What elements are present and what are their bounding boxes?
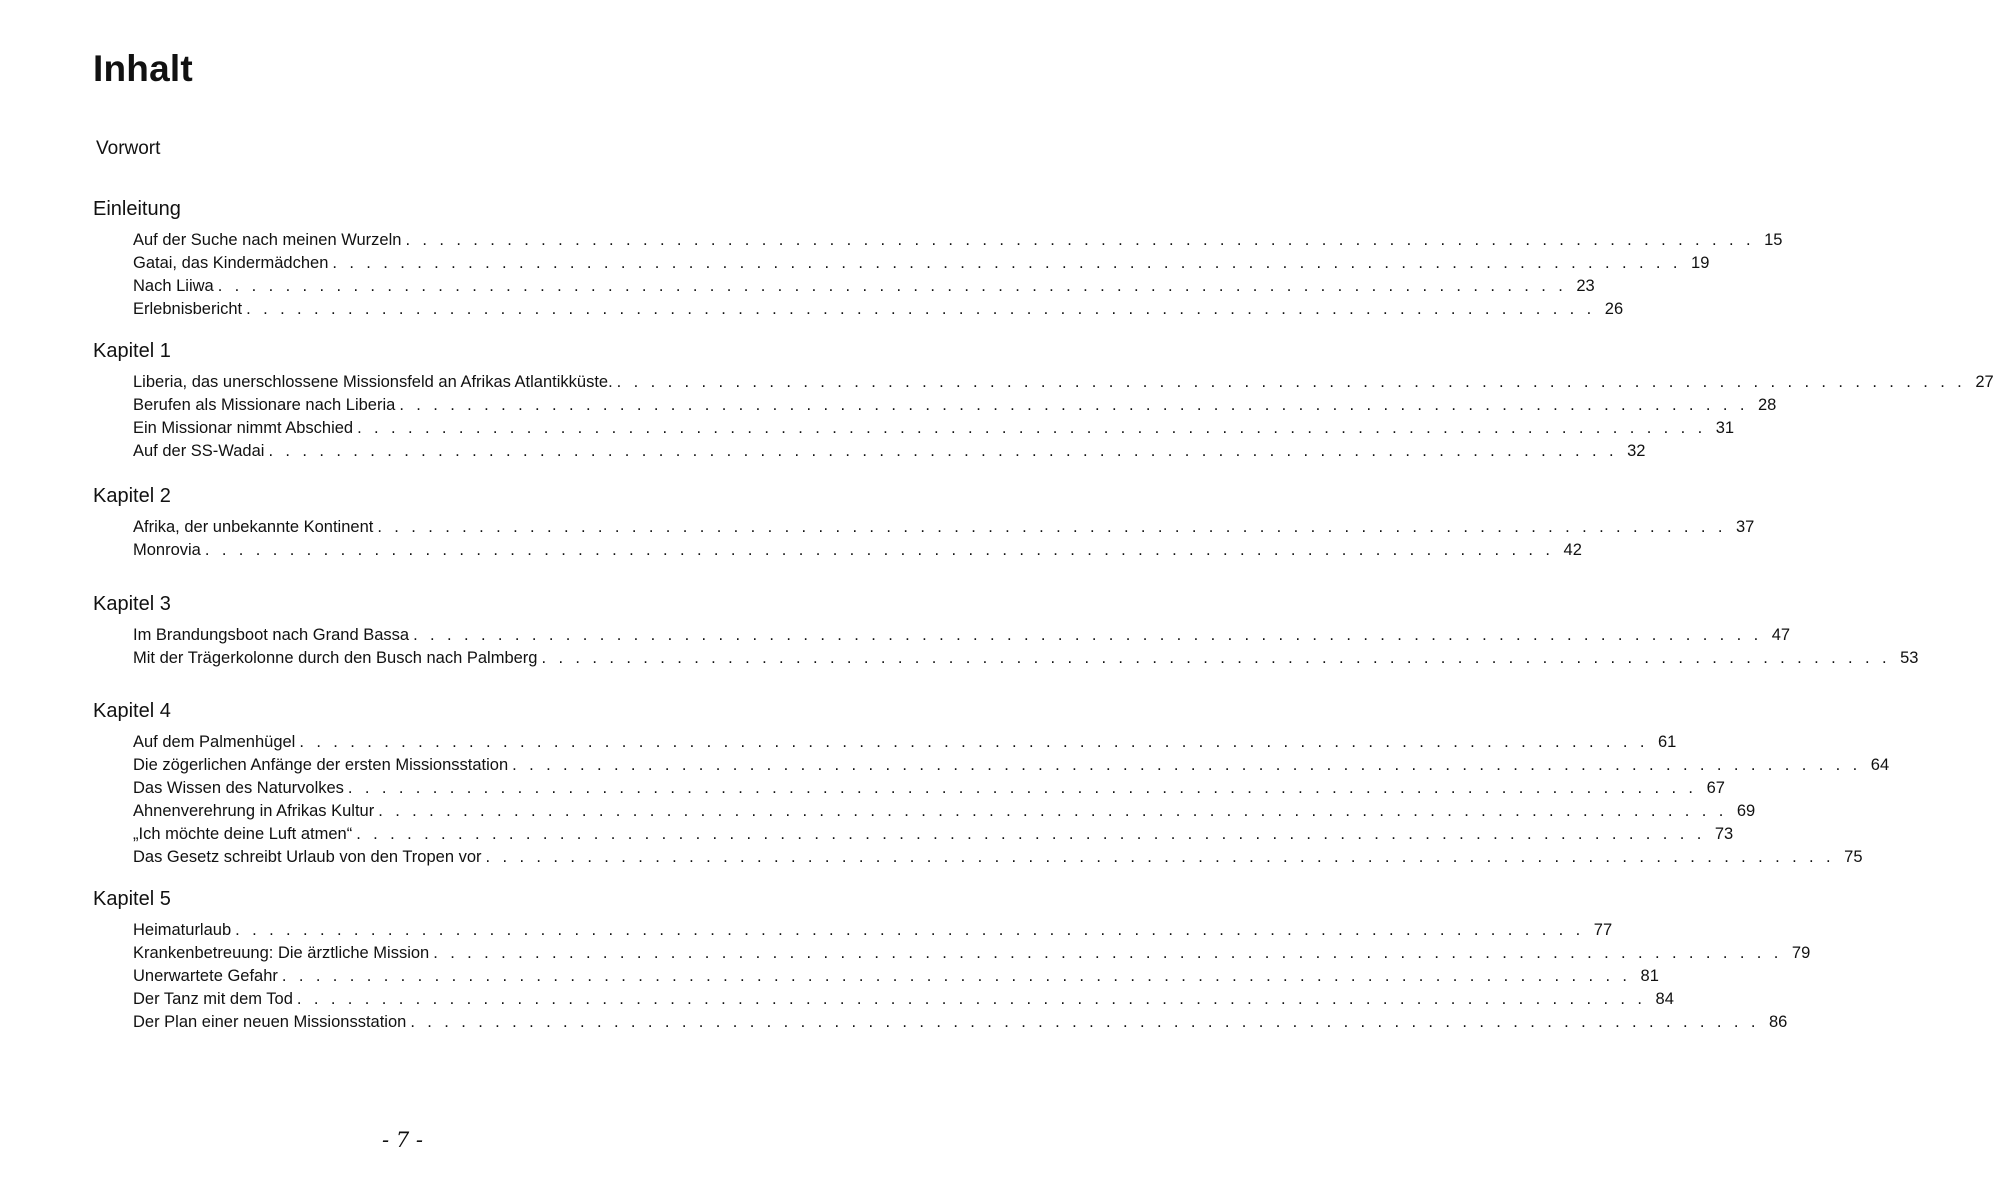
entry-page-number: 73 — [1714, 825, 1734, 843]
dot-leader: . . . . . . . . . . . . . . . . . . . . . . . . . . . . . . . . . . . . . . . . . . . . . . . . . . . . . . . . . . . . . . . . . . . . . . . . . . . . . . . . — [357, 419, 1707, 437]
entry-page-number: 26 — [1604, 300, 1624, 318]
entry-page-number: 47 — [1771, 626, 1791, 644]
foreword-entry[interactable]: Vorwort — [96, 138, 161, 159]
dot-leader: . . . . . . . . . . . . . . . . . . . . . . . . . . . . . . . . . . . . . . . . . . . . . . . . . . . . . . . . . . . . . . . . . . . . . . . . . . . . . . . . — [378, 802, 1728, 820]
page-title: Inhalt — [93, 48, 193, 89]
entry-title: Auf der Suche nach meinen Wurzeln — [133, 231, 402, 249]
toc-section — [93, 697, 1890, 869]
entry-page-number: 75 — [1844, 848, 1863, 866]
entry-title: Liberia, das unerschlossene Missionsfeld an Afrikas Atlantikküste. — [133, 373, 613, 391]
entry-title: Gatai, das Kindermädchen — [133, 254, 329, 272]
entry-title: Krankenbetreuung: Die ärztliche Mission — [133, 944, 430, 962]
dot-leader: . . . . . . . . . . . . . . . . . . . . . . . . . . . . . . . . . . . . . . . . . . . . . . . . . . . . . . . . . . . . . . . . . . . . . . . . . . . . . . . . — [204, 541, 1554, 559]
entry-page-number: 79 — [1791, 944, 1811, 962]
toc-entry[interactable] — [133, 417, 1735, 440]
toc-entry[interactable] — [133, 919, 1613, 942]
toc-entry[interactable] — [133, 754, 1890, 777]
entry-page-number: 84 — [1655, 990, 1674, 1008]
entry-page-number: 37 — [1735, 518, 1755, 536]
section-title[interactable]: Kapitel 4 — [93, 700, 171, 722]
dot-leader: . . . . . . . . . . . . . . . . . . . . . . . . . . . . . . . . . . . . . . . . . . . . . . . . . . . . . . . . . . . . . . . . . . . . . . . . . . . . . . . . — [485, 848, 1835, 866]
toc-entry[interactable] — [133, 800, 1756, 823]
dot-leader: . . . . . . . . . . . . . . . . . . . . . . . . . . . . . . . . . . . . . . . . . . . . . . . . . . . . . . . . . . . . . . . . . . . . . . . . . . . . . . . . — [281, 967, 1631, 985]
entry-title: Mit der Trägerkolonne durch den Busch nach Palmberg — [133, 649, 538, 667]
toc-section — [93, 195, 1783, 321]
toc-section — [93, 337, 1994, 463]
dot-leader: . . . . . . . . . . . . . . . . . . . . . . . . . . . . . . . . . . . . . . . . . . . . . . . . . . . . . . . . . . . . . . . . . . . . . . . . . . . . . . . . — [377, 518, 1727, 536]
toc-entry[interactable] — [133, 539, 1582, 562]
page-number: - 7 - — [382, 1128, 423, 1152]
entry-title: Ahnenverehrung in Afrikas Kultur — [133, 802, 375, 820]
entry-title: „Ich möchte deine Luft atmen“ — [133, 825, 353, 843]
entry-title: Auf dem Palmenhügel — [133, 733, 296, 751]
dot-leader: . . . . . . . . . . . . . . . . . . . . . . . . . . . . . . . . . . . . . . . . . . . . . . . . . . . . . . . . . . . . . . . . . . . . . . . . . . . . . . . . — [512, 756, 1862, 774]
entry-title: Der Tanz mit dem Tod — [133, 990, 293, 1008]
entry-page-number: 53 — [1900, 649, 1919, 667]
entry-title: Berufen als Missionare nach Liberia — [133, 396, 396, 414]
dot-leader: . . . . . . . . . . . . . . . . . . . . . . . . . . . . . . . . . . . . . . . . . . . . . . . . . . . . . . . . . . . . . . . . . . . . . . . . . . . . . . . . — [399, 396, 1749, 414]
toc-entry[interactable] — [133, 440, 1646, 463]
dot-leader: . . . . . . . . . . . . . . . . . . . . . . . . . . . . . . . . . . . . . . . . . . . . . . . . . . . . . . . . . . . . . . . . . . . . . . . . . . . . . . . . — [235, 921, 1585, 939]
section-title[interactable]: Einleitung — [93, 198, 181, 220]
entry-title: Monrovia — [133, 541, 201, 559]
dot-leader: . . . . . . . . . . . . . . . . . . . . . . . . . . . . . . . . . . . . . . . . . . . . . . . . . . . . . . . . . . . . . . . . . . . . . . . . . . . . . . . . — [332, 254, 1682, 272]
entry-title: Der Plan einer neuen Missionsstation — [133, 1013, 407, 1031]
section-title[interactable]: Kapitel 5 — [93, 888, 171, 910]
entry-page-number: 64 — [1870, 756, 1890, 774]
toc-entry[interactable] — [133, 298, 1624, 321]
entry-title: Unerwartete Gefahr — [133, 967, 278, 985]
dot-leader: . . . . . . . . . . . . . . . . . . . . . . . . . . . . . . . . . . . . . . . . . . . . . . . . . . . . . . . . . . . . . . . . . . . . . . . . . . . . . . . . — [405, 231, 1755, 249]
entry-title: Das Wissen des Naturvolkes — [133, 779, 344, 797]
dot-leader: . . . . . . . . . . . . . . . . . . . . . . . . . . . . . . . . . . . . . . . . . . . . . . . . . . . . . . . . . . . . . . . . . . . . . . . . . . . . . . . . — [433, 944, 1783, 962]
toc-section — [93, 482, 1755, 562]
entry-page-number: 32 — [1627, 442, 1646, 460]
dot-leader: . . . . . . . . . . . . . . . . . . . . . . . . . . . . . . . . . . . . . . . . . . . . . . . . . . . . . . . . . . . . . . . . . . . . . . . . . . . . . . . . — [413, 626, 1763, 644]
section-title[interactable]: Kapitel 3 — [93, 593, 171, 615]
entry-page-number: 69 — [1736, 802, 1756, 820]
entry-page-number: 28 — [1757, 396, 1777, 414]
dot-leader: . . . . . . . . . . . . . . . . . . . . . . . . . . . . . . . . . . . . . . . . . . . . . . . . . . . . . . . . . . . . . . . . . . . . . . . . . . . . . . . . — [246, 300, 1596, 318]
entry-page-number: 23 — [1576, 277, 1595, 295]
entry-title: Die zögerlichen Anfänge der ersten Missionsstation — [133, 756, 509, 774]
dot-leader: . . . . . . . . . . . . . . . . . . . . . . . . . . . . . . . . . . . . . . . . . . . . . . . . . . . . . . . . . . . . . . . . . . . . . . . . . . . . . . . . — [296, 990, 1646, 1008]
toc-section — [93, 590, 1919, 670]
entry-page-number: 81 — [1640, 967, 1659, 985]
toc-entry[interactable] — [133, 252, 1710, 275]
entry-page-number: 42 — [1563, 541, 1582, 559]
entry-title: Nach Liiwa — [133, 277, 214, 295]
dot-leader: . . . . . . . . . . . . . . . . . . . . . . . . . . . . . . . . . . . . . . . . . . . . . . . . . . . . . . . . . . . . . . . . . . . . . . . . . . . . . . . . — [347, 779, 1697, 797]
toc-entry[interactable] — [133, 275, 1595, 298]
entry-page-number: 19 — [1691, 254, 1710, 272]
toc-entry[interactable] — [133, 516, 1755, 539]
entry-page-number: 86 — [1768, 1013, 1788, 1031]
toc-entry[interactable] — [133, 942, 1811, 965]
dot-leader: . . . . . . . . . . . . . . . . . . . . . . . . . . . . . . . . . . . . . . . . . . . . . . . . . . . . . . . . . . . . . . . . . . . . . . . . . . . . . . . . — [410, 1013, 1760, 1031]
entry-title: Afrika, der unbekannte Kontinent — [133, 518, 374, 536]
entry-title: Auf der SS-Wadai — [133, 442, 265, 460]
dot-leader: . . . . . . . . . . . . . . . . . . . . . . . . . . . . . . . . . . . . . . . . . . . . . . . . . . . . . . . . . . . . . . . . . . . . . . . . . . . . . . . . — [541, 649, 1891, 667]
section-title[interactable]: Kapitel 1 — [93, 340, 171, 362]
entry-title: Ein Missionar nimmt Abschied — [133, 419, 354, 437]
toc-entry[interactable] — [133, 965, 1659, 988]
dot-leader: . . . . . . . . . . . . . . . . . . . . . . . . . . . . . . . . . . . . . . . . . . . . . . . . . . . . . . . . . . . . . . . . . . . . . . . . . . . . . . . . — [356, 825, 1706, 843]
entry-title: Heimaturlaub — [133, 921, 232, 939]
entry-page-number: 31 — [1715, 419, 1735, 437]
entry-page-number: 27 — [1975, 373, 1994, 391]
toc-entry[interactable] — [133, 823, 1734, 846]
entry-page-number: 15 — [1764, 231, 1783, 249]
toc-section — [93, 885, 1811, 1034]
entry-title: Erlebnisbericht — [133, 300, 243, 318]
toc-entry[interactable] — [133, 229, 1783, 252]
entry-page-number: 77 — [1593, 921, 1613, 939]
entry-title: Im Brandungsboot nach Grand Bassa — [133, 626, 410, 644]
section-title[interactable]: Kapitel 2 — [93, 485, 171, 507]
toc-entry[interactable] — [133, 1011, 1788, 1034]
entry-title: Das Gesetz schreibt Urlaub von den Tropen vor — [133, 848, 482, 866]
toc-entry[interactable] — [133, 731, 1677, 754]
toc-entry[interactable] — [133, 394, 1777, 417]
entry-page-number: 61 — [1658, 733, 1677, 751]
dot-leader: . . . . . . . . . . . . . . . . . . . . . . . . . . . . . . . . . . . . . . . . . . . . . . . . . . . . . . . . . . . . . . . . . . . . . . . . . . . . . . . . — [217, 277, 1567, 295]
entry-page-number: 67 — [1706, 779, 1725, 797]
toc-entry[interactable] — [133, 624, 1791, 647]
toc-entry[interactable] — [133, 371, 1994, 394]
dot-leader: . . . . . . . . . . . . . . . . . . . . . . . . . . . . . . . . . . . . . . . . . . . . . . . . . . . . . . . . . . . . . . . . . . . . . . . . . . . . . . . . — [299, 733, 1649, 751]
toc-entry[interactable] — [133, 988, 1674, 1011]
toc-entry[interactable] — [133, 647, 1919, 670]
toc-entry[interactable] — [133, 846, 1863, 869]
toc-entry[interactable] — [133, 777, 1725, 800]
dot-leader: . . . . . . . . . . . . . . . . . . . . . . . . . . . . . . . . . . . . . . . . . . . . . . . . . . . . . . . . . . . . . . . . . . . . . . . . . . . . . . . . — [616, 373, 1966, 391]
dot-leader: . . . . . . . . . . . . . . . . . . . . . . . . . . . . . . . . . . . . . . . . . . . . . . . . . . . . . . . . . . . . . . . . . . . . . . . . . . . . . . . . — [268, 442, 1618, 460]
